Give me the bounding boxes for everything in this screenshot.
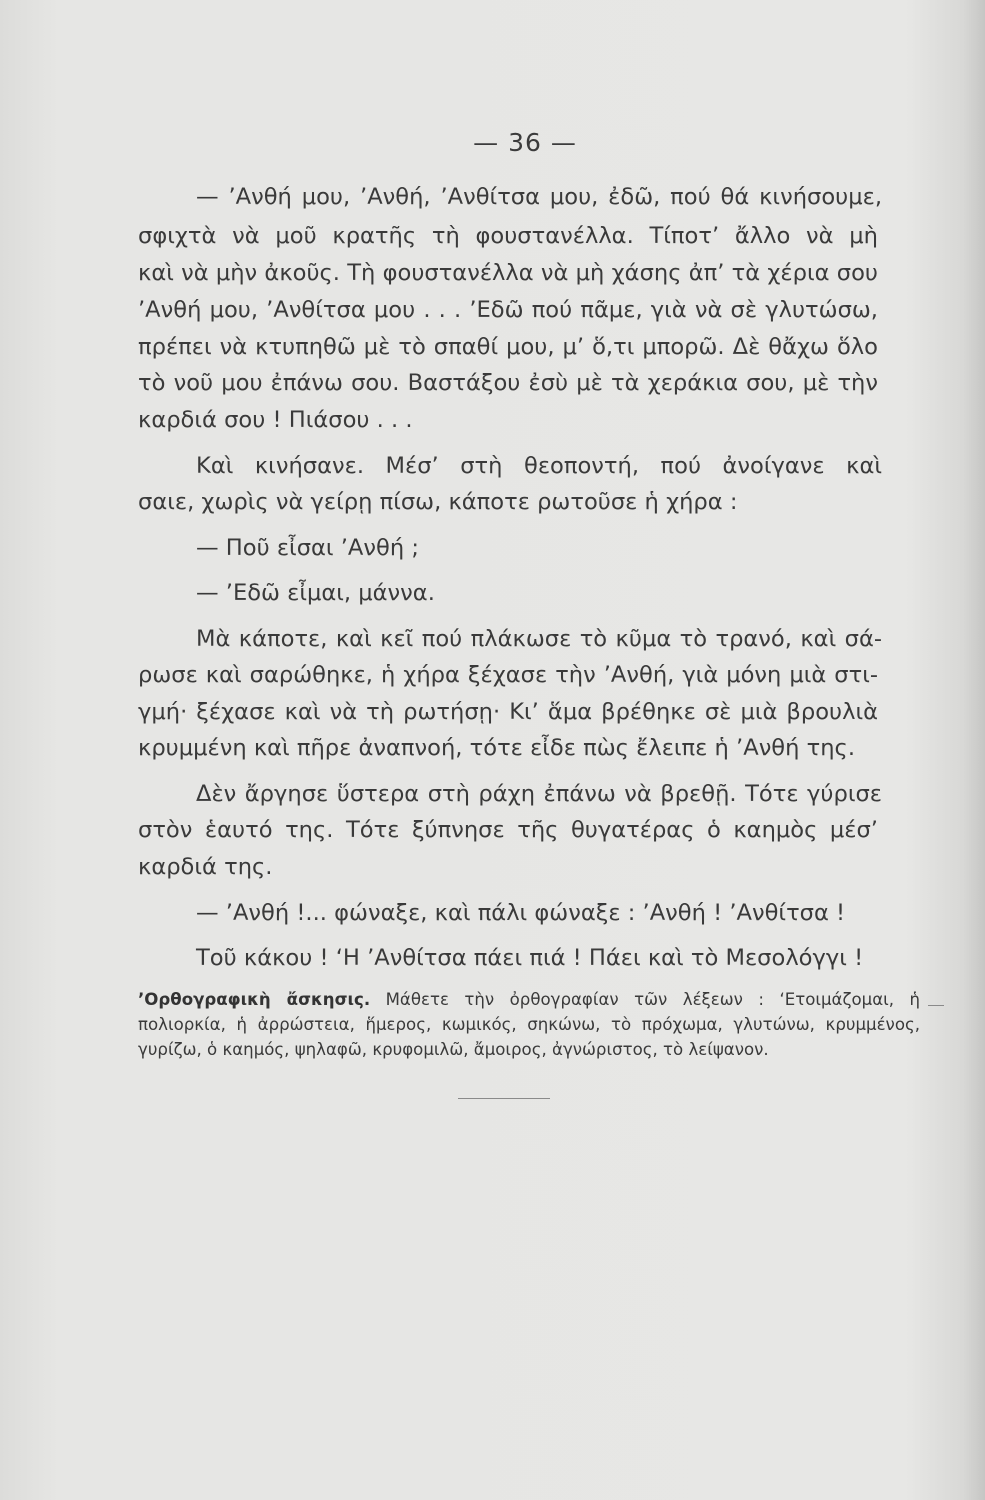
text-line: τὸ νοῦ μου ἐπάνω σου. Βαστάξου ἐσὺ μὲ τὰ χεράκια σου, μὲ τὴν — [138, 370, 878, 396]
scan-mark — [458, 1098, 550, 1099]
text-line: Τοῦ κάκου ! ‘Η ’Ανθίτσα πάει πιά ! Πάει καὶ τὸ Μεσολόγγι ! — [196, 945, 864, 971]
text-line: Καὶ κινήσανε. Μέσ’ στὴ θεοποντή, πού ἀνοίγανε καὶ — [196, 453, 882, 479]
text-line: κρυμμένη καὶ πῆρε ἀναπνοή, τότε εἶδε πὼς ἔλειπε ἡ ’Ανθή της. — [138, 735, 855, 761]
text-line: στὸν ἑαυτό της. Τότε ξύπνησε τῆς θυγατέρας ὁ καημὸς μέσ’ — [138, 817, 878, 843]
text-line: καὶ νὰ μὴν ἀκοῦς. Τὴ φουστανέλλα νὰ μὴ χάσης ἀπ’ τὰ χέρια σου — [138, 260, 878, 286]
scan-mark — [928, 1005, 944, 1006]
text-line: Δὲν ἄργησε ὕστερα στὴ ράχη ἐπάνω νὰ βρεθῇ. Τότε γύρισε — [196, 781, 882, 807]
text-line: γμή· ξέχασε καὶ νὰ τὴ ρωτήσῃ· Κι’ ἅμα βρέθηκε σὲ μιὰ βρουλιὰ — [138, 699, 878, 725]
text-line: σφιχτὰ νὰ μοῦ κρατῆς τὴ φουστανέλλα. Τίποτ’ ἄλλο νὰ μὴ — [138, 223, 878, 249]
text-line: — ’Εδῶ εἶμαι, μάννα. — [196, 580, 435, 606]
page-number: — 36 — — [473, 128, 577, 157]
text-line: ρωσε καὶ σαρώθηκε, ἡ χήρα ξέχασε τὴν ’Ανθή, γιὰ μόνη μιὰ στι- — [138, 662, 878, 688]
text-line: Μὰ κάποτε, καὶ κεῖ πού πλάκωσε τὸ κῦμα τὸ τρανό, καὶ σά- — [196, 626, 882, 652]
text-line: πρέπει νὰ κτυπηθῶ μὲ τὸ σπαθί μου, μ’ ὅ,τι μπορῶ. Δὲ θἄχω ὅλο — [138, 334, 878, 360]
text-line: — Ποῦ εἶσαι ’Ανθή ; — [196, 535, 419, 561]
text-line: — ’Ανθή !... φώναξε, καὶ πάλι φώναξε : ’Ανθή ! ’Ανθίτσα ! — [196, 900, 846, 926]
text-line: καρδιά της. — [138, 854, 273, 880]
text-line: καρδιά σου ! Πιάσου . . . — [138, 407, 413, 433]
exercise-heading: ’Ορθογραφικὴ ἄσκησις. — [138, 990, 371, 1009]
page-edge-shadow — [963, 0, 985, 1500]
text-line: — ’Ανθή μου, ’Ανθή, ’Ανθίτσα μου, ἐδῶ, πού θά κινήσουμε, — [196, 184, 882, 210]
spelling-exercise — [138, 988, 920, 1062]
text-line: σαιε, χωρὶς νὰ γείρῃ πίσω, κάποτε ρωτοῦσε ἡ χήρα : — [138, 489, 738, 515]
text-line: ’Ανθή μου, ’Ανθίτσα μου . . . ’Εδῶ πού πᾶμε, γιὰ νὰ σὲ γλυτώσω, — [138, 297, 878, 323]
exercise-body: Μάθετε τὴν ὀρθογραφίαν τῶν λέξεων : ‘Ετοιμάζομαι, ἡ πολιορκία, ἡ ἀρρώστεια, ἥμερος, κωμικός, σηκώνω, τὸ πρόχωμα, γλυτώνω, κρυμμένος, γυρίζω, ὁ καημός, ψηλαφῶ, κρυφομιλῶ, ἄμοιρος, ἀγνώριστος, τὸ λείψανον. — [138, 990, 920, 1059]
